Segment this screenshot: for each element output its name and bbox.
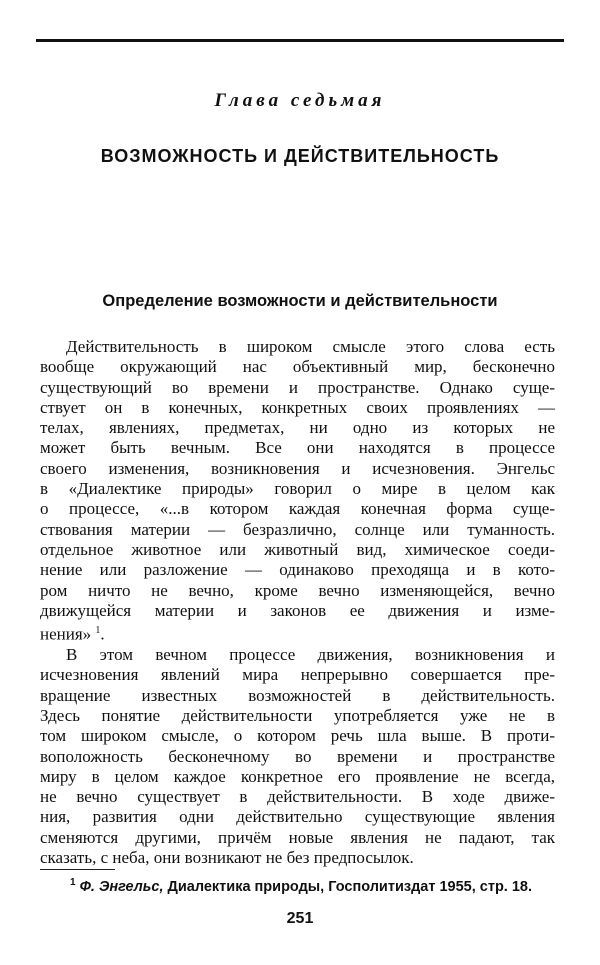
section-heading: Определение возможности и действительности	[102, 292, 498, 310]
line-text: движущейся материи и законов ее движения и изме-	[40, 600, 555, 620]
line-text: ствует он в конечных, конкретных своих проявлениях —	[40, 397, 555, 417]
line-text: нения»	[40, 624, 92, 644]
text-line	[40, 601, 555, 621]
line-text: существующий во времени и пространстве. Однако суще-	[40, 377, 555, 397]
period: .	[100, 624, 105, 644]
text-line	[40, 828, 555, 848]
text-line	[40, 645, 555, 665]
body-text	[40, 337, 555, 868]
text-line	[40, 726, 555, 746]
text-line	[40, 520, 555, 540]
line-text: миру в целом каждое конкретное его проявление не всегда,	[40, 766, 555, 786]
line-text: ром ничто не вечно, кроме вечно изменяющейся, вечно	[40, 580, 555, 600]
chapter-title: ВОЗМОЖНОСТЬ И ДЕЙСТВИТЕЛЬНОСТЬ	[100, 146, 500, 166]
footnote-rule	[40, 869, 115, 870]
line-text: может быть вечным. Все они находятся в процессе	[40, 438, 555, 458]
line-text: ствования материи — безразлично, солнце или туманность.	[40, 519, 555, 539]
text-line	[40, 686, 555, 706]
line-text: не вечно существует в действительности. В ходе движе-	[40, 787, 555, 807]
footnote-text: Диалектика природы, Госполитиздат 1955, стр. 18.	[167, 878, 533, 895]
footnote-ref[interactable]: 1	[95, 625, 101, 637]
line-text: в «Диалектике природы» говорил о мире в целом как	[40, 479, 555, 499]
text-line	[40, 621, 555, 645]
text-line	[40, 747, 555, 767]
footnote-marker: 1	[70, 877, 76, 888]
text-line	[40, 438, 555, 458]
header-rule	[36, 39, 564, 42]
line-text: вообще окружающий нас объективный мир, бесконечно	[40, 357, 555, 377]
page-number: 251	[286, 910, 314, 927]
footnote-author: Ф. Энгельс,	[79, 878, 164, 895]
line-text: отдельное животное или животный вид, химическое соеди-	[40, 539, 555, 559]
chapter-label: Глава седьмая	[214, 90, 386, 111]
line-text: сменяются другими, причём новые явления не падают, так	[40, 827, 555, 847]
text-line	[40, 540, 555, 560]
text-line	[40, 418, 555, 438]
text-line	[40, 398, 555, 418]
footnote	[70, 877, 532, 895]
line-text: ния, развития одни действительно существующие явления	[40, 807, 555, 827]
line-text: воположность бесконечному во времени и пространстве	[40, 746, 555, 766]
line-text: телах, явлениях, предметах, ни одно из которых не	[40, 418, 555, 438]
text-line	[40, 378, 555, 398]
text-line	[40, 706, 555, 726]
text-line	[40, 560, 555, 580]
text-line	[40, 848, 555, 868]
text-line	[40, 787, 555, 807]
line-text: сказать, с неба, они возникают не без предпосылок.	[40, 848, 414, 868]
line-text: том широком смысле, о котором речь шла выше. В проти-	[40, 726, 555, 746]
paragraph-2	[40, 645, 555, 868]
line-text: вращение известных возможностей в действительность.	[40, 685, 555, 705]
paragraph-1	[40, 337, 555, 645]
text-line	[40, 479, 555, 499]
line-text: своего изменения, возникновения и исчезновения. Энгельс	[40, 458, 555, 478]
line-text: Действительность в широком смысле этого слова есть	[66, 337, 555, 356]
line-text: В этом вечном процессе движения, возникновения и	[66, 645, 555, 665]
line-text: о процессе, «...в котором каждая конечная форма суще-	[40, 499, 555, 519]
text-line	[40, 665, 555, 685]
text-line	[40, 459, 555, 479]
text-line	[40, 357, 555, 377]
line-text: Здесь понятие действительности употребляется уже не в	[40, 706, 555, 725]
text-line	[40, 499, 555, 519]
line-text: нение или разложение — одинаково преходяща и в кото-	[40, 560, 555, 580]
text-line	[40, 337, 555, 357]
text-line	[40, 581, 555, 601]
text-line	[40, 807, 555, 827]
line-text: исчезновения явлений мира непрерывно совершается пре-	[40, 665, 555, 685]
text-line	[40, 767, 555, 787]
